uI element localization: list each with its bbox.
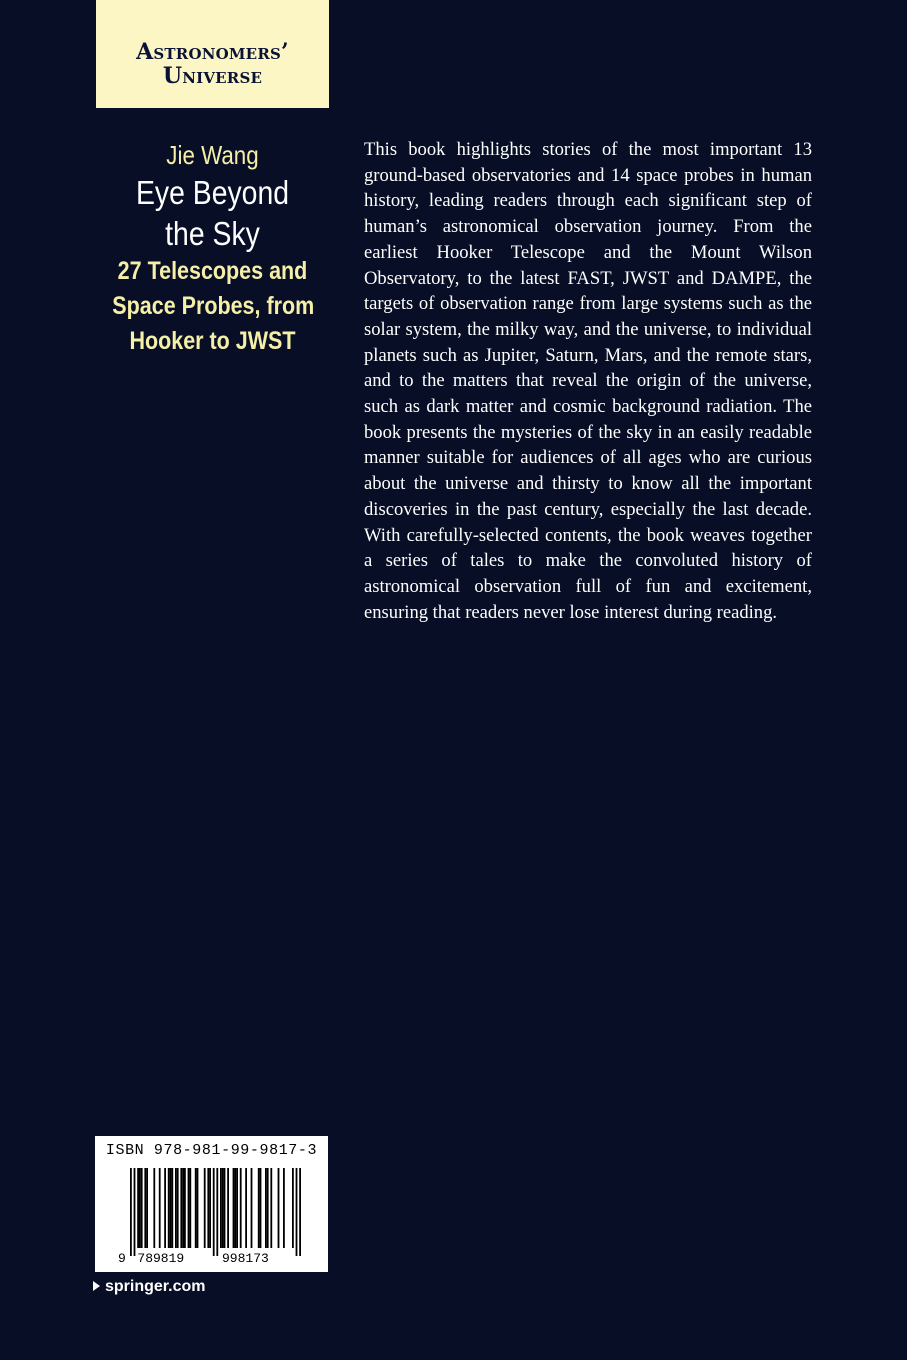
barcode-bar <box>265 1168 267 1248</box>
book-description: This book highlights stories of the most important 13 ground-based observatories and 14 space probes in human history, leading readers through each significant step of human’s astronomical observation journey. From the earliest Hooker Telescope and the Mount Wilson Observatory, to the latest FAST, JWST and DAMPE, the targets of observation range from large systems such as the solar system, the milky way, and the universe, to individual planets such as Jupiter, Saturn, Mars, and the remote stars, and to the matters that reveal the origin of the universe, such as dark matter and cosmic background radiation. The book presents the mysteries of the sky in an easily readable manner suitable for audiences of all ages who are curious about the universe and thirsty to know all the important discoveries in the past century, especially the last decade. With carefully-selected contents, the book weaves together a series of tales to make the convoluted history of astronomical observation full of fun and excitement, ensuring that readers never lose interest during reading. <box>364 139 812 623</box>
barcode-bar <box>167 1168 169 1248</box>
barcode-digits: 9 <box>117 1251 126 1264</box>
barcode-bar <box>277 1168 279 1248</box>
barcode-bar <box>216 1168 218 1256</box>
barcode-box <box>95 1136 328 1272</box>
arrow-right-icon <box>93 1281 100 1291</box>
barcode-bar <box>139 1168 141 1248</box>
barcode-bar <box>223 1168 225 1248</box>
barcode-icon <box>117 1168 307 1264</box>
barcode-bar <box>140 1168 142 1248</box>
book-subtitle-line-1: 27 Telescopes and <box>117 257 308 285</box>
barcode-digits: 789819 <box>136 1251 184 1264</box>
barcode-bar <box>180 1168 182 1248</box>
isbn-label: ISBN 978-981-99-9817-3 <box>105 1142 318 1159</box>
series-label-box <box>96 0 329 108</box>
publisher-site-text: springer.com <box>105 1278 206 1295</box>
barcode-bar <box>270 1168 272 1248</box>
book-title-line-1: Eye Beyond <box>135 174 290 211</box>
barcode-bar <box>250 1168 252 1248</box>
series-name-line-2: Universe <box>162 63 263 89</box>
barcode-bar <box>245 1168 247 1248</box>
author-name: Jie Wang <box>166 140 259 170</box>
barcode-bar <box>187 1168 189 1248</box>
series-name-line-1: Astronomers’ <box>136 39 289 65</box>
barcode-bar <box>239 1168 241 1248</box>
barcode-bar <box>207 1168 209 1248</box>
barcode-bar <box>175 1168 177 1248</box>
book-title-line-2: the Sky <box>165 215 260 252</box>
barcode-bar <box>221 1168 223 1248</box>
barcode-bar <box>196 1168 198 1248</box>
barcode-bar <box>257 1168 259 1248</box>
barcode-bar <box>209 1168 211 1248</box>
barcode-bar <box>182 1168 184 1248</box>
publisher-link[interactable] <box>93 1277 205 1297</box>
barcode-bar <box>194 1168 196 1248</box>
barcode-bar <box>220 1168 222 1248</box>
barcode-bar <box>266 1168 268 1248</box>
barcode-bar <box>130 1168 132 1256</box>
barcode-bar <box>184 1168 186 1248</box>
barcode-bar <box>236 1168 238 1248</box>
barcode-bar <box>169 1168 171 1248</box>
barcode-bar <box>164 1168 166 1248</box>
barcode-bar <box>295 1168 297 1256</box>
barcode-bar <box>137 1168 139 1248</box>
barcode-bar <box>234 1168 236 1248</box>
barcode-bar <box>203 1168 205 1248</box>
barcode-bar <box>144 1168 146 1248</box>
barcode-bar <box>283 1168 285 1248</box>
barcode-bar <box>133 1168 135 1256</box>
barcode-bar <box>227 1168 229 1248</box>
book-subtitle-line-3: Hooker to JWST <box>129 327 296 355</box>
barcode-bar <box>232 1168 234 1248</box>
barcode-bar <box>292 1168 294 1248</box>
barcode-bar <box>176 1168 178 1248</box>
book-subtitle-line-2: Space Probes, from <box>112 292 315 320</box>
barcode-bar <box>146 1168 148 1248</box>
barcode-bar <box>158 1168 160 1248</box>
barcode-bar <box>299 1168 301 1256</box>
barcode-bar <box>171 1168 173 1248</box>
barcode-digits: 998173 <box>221 1251 269 1264</box>
barcode-bar <box>153 1168 155 1248</box>
title-block <box>96 138 329 359</box>
barcode-bar <box>259 1168 261 1248</box>
barcode-bar <box>212 1168 214 1256</box>
barcode-bar <box>189 1168 191 1248</box>
